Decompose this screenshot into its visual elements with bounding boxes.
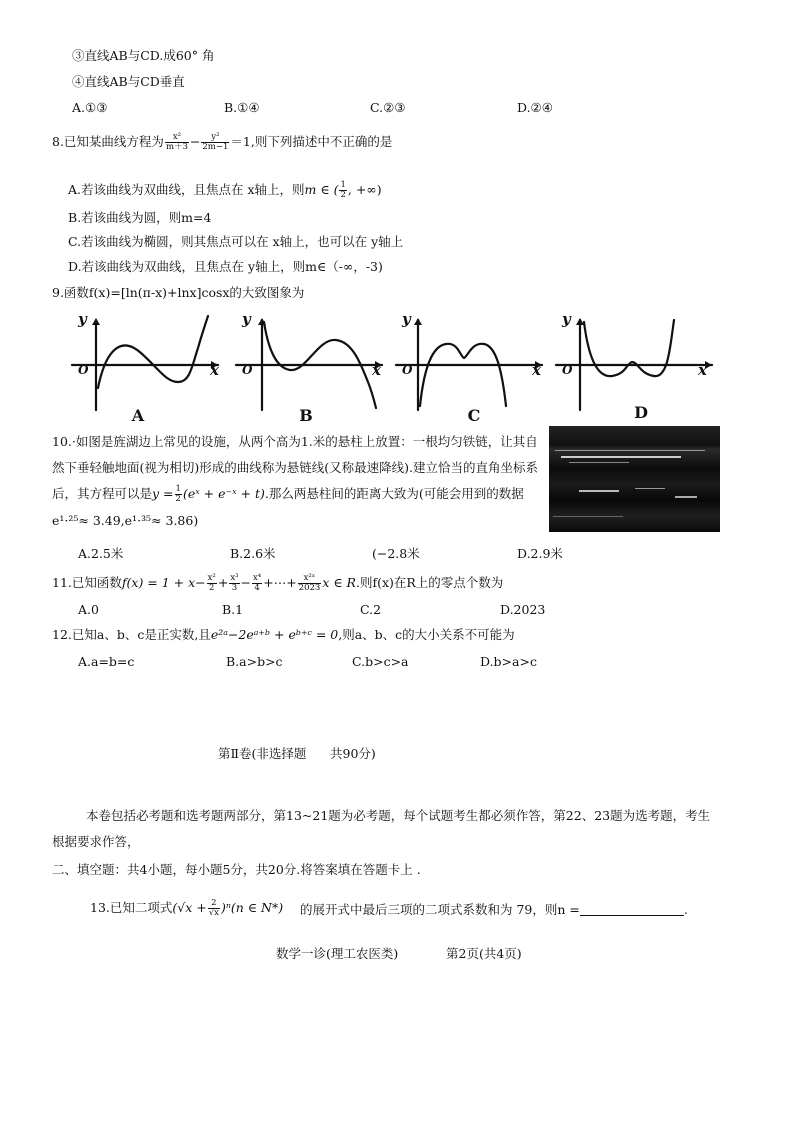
graph-c-curve xyxy=(420,344,506,406)
q10-option-a: A.2.5米 xyxy=(78,546,124,561)
q8-minus: − xyxy=(189,134,201,149)
q13-stem xyxy=(90,898,283,918)
q11-frac-1-num: x² xyxy=(207,573,216,583)
q10-line-4: e¹·²⁵≈ 3.49,e¹·³⁵≈ 3.86) xyxy=(52,513,199,528)
q8-suffix: ＝1,则下列描述中不正确的是 xyxy=(230,134,393,149)
q11-math-b: x ∈ R. xyxy=(322,575,360,590)
graph-b-label: B xyxy=(299,406,313,425)
q11-frac-4-num: x²ˣ xyxy=(298,574,322,584)
graph-a-x-label: x xyxy=(210,361,219,379)
q11-option-c: C.2 xyxy=(360,602,382,617)
q8-frac-1-num: x² xyxy=(165,133,189,143)
q10-line-2: 然下垂轻触地面(视为相切)形成的曲线称为悬链线(又称最速降线).建立恰当的直角坐标系 xyxy=(52,460,538,475)
q11-frac-3-den: 4 xyxy=(254,583,260,593)
q11-minus: − xyxy=(240,575,252,590)
q8-option-a-frac-den: 2 xyxy=(340,190,346,200)
q8-option-a xyxy=(68,180,382,200)
q13-frac-den: √x xyxy=(208,908,219,918)
section-points: 共90分) xyxy=(330,746,376,761)
q13-math-b: )ⁿ xyxy=(220,900,231,915)
q12-option-d: D.b>a>c xyxy=(480,654,537,669)
q8-frac-1 xyxy=(165,133,189,152)
q12-prefix: 12.已知a、b、c是正实数,且 xyxy=(52,627,211,642)
q10-line-3-math-a: y = xyxy=(152,486,174,501)
q11-frac-3 xyxy=(252,574,262,593)
q13-suffix-wrap xyxy=(300,900,688,918)
graph-b-x-label: x xyxy=(372,361,381,379)
photo-highlight xyxy=(561,456,681,458)
graph-a-y-arrow xyxy=(92,318,100,325)
q8-option-a-tail: , +∞) xyxy=(347,182,382,197)
q12-math: e²ᵃ−2eᵃ⁺ᵇ + eᵇ⁺ᶜ = 0 xyxy=(210,627,339,642)
answer-blank[interactable] xyxy=(580,915,684,916)
q11-frac-3-num: x⁴ xyxy=(253,573,262,583)
section-title: 第Ⅱ卷(非选择题 xyxy=(218,746,307,761)
q11-plus: + xyxy=(217,575,229,590)
footer-subject: 数学一诊(理工农医类) xyxy=(276,946,399,961)
graph-a-origin: O xyxy=(78,363,89,377)
q7-option-c: C.②③ xyxy=(370,100,406,115)
chain-photo xyxy=(549,426,720,532)
q13-math-c: (n ∈ N*) xyxy=(230,900,284,915)
photo-highlight xyxy=(675,496,697,498)
q10-line-3-frac-num: 1 xyxy=(175,484,181,494)
q10-line-3-suffix: .那么两悬柱间的距离大致为(可能会用到的数据 xyxy=(264,486,524,501)
q13-math-a: (√x + xyxy=(172,900,207,915)
q12-option-b: B.a>b>c xyxy=(226,654,283,669)
q13-frac-num: 2 xyxy=(208,899,220,909)
q11-frac-2-den: 3 xyxy=(231,583,238,593)
graph-d-label: D xyxy=(634,403,648,422)
q8-option-a-frac-num: 1 xyxy=(340,180,346,190)
graph-d-y-label: y xyxy=(562,310,571,328)
photo-highlight xyxy=(555,450,705,451)
q12-suffix: ,则a、b、c的大小关系不可能为 xyxy=(338,627,515,642)
q11-option-b: B.1 xyxy=(222,602,244,617)
q9-graphs xyxy=(66,308,716,426)
q13-end: . xyxy=(683,902,688,917)
q12-option-a: A.a=b=c xyxy=(78,654,135,669)
q11-option-a: A.0 xyxy=(78,602,99,617)
graph-d-curve xyxy=(584,320,674,376)
graph-d-y-arrow xyxy=(576,318,584,325)
graph-a-y-label: y xyxy=(78,310,87,328)
graph-a-label: A xyxy=(131,406,145,425)
q11-dots: +⋯+ xyxy=(263,575,297,590)
photo-highlight xyxy=(579,490,619,492)
q7-option-b: B.①④ xyxy=(224,100,260,115)
q11-frac-2 xyxy=(229,574,239,593)
q11-math-a: f(x) = 1 + x− xyxy=(121,575,206,590)
graph-b-origin: O xyxy=(242,363,253,377)
q11-frac-4-den: 2023 xyxy=(298,583,321,593)
photo-highlight xyxy=(569,462,629,463)
q7-option-a: A.①③ xyxy=(72,100,108,115)
q13-suffix: 的展开式中最后三项的二项式系数和为 79，则n = xyxy=(300,902,580,917)
graph-a-curve xyxy=(98,316,208,388)
q8-option-a-text: A.若该曲线为双曲线，且焦点在 x轴上，则 xyxy=(68,182,305,197)
q8-frac-2 xyxy=(201,133,229,152)
q10-line-3-prefix: 后，其方程可以是 xyxy=(52,486,153,501)
q10-line-3-frac-den: 2 xyxy=(175,494,181,504)
q11-frac-1 xyxy=(207,574,217,593)
graph-c-origin: O xyxy=(402,363,413,377)
q10-line-3-frac xyxy=(175,485,182,504)
q8-frac-2-num: y² xyxy=(201,133,229,143)
q13-frac xyxy=(208,899,220,918)
q11-frac-1-den: 2 xyxy=(209,583,215,593)
graph-c-x-label: x xyxy=(532,361,541,379)
q10-line-3 xyxy=(52,484,524,504)
graph-d-origin: O xyxy=(562,363,573,377)
graph-c-label: C xyxy=(467,406,481,425)
q12-stem xyxy=(52,625,515,643)
q8-option-c: C.若该曲线为椭圆，则其焦点可以在 x轴上，也可以在 y轴上 xyxy=(68,234,404,249)
q12-option-c: C.b>c>a xyxy=(352,654,409,669)
q9-stem: 9.函数f(x)=[ln(π-x)+lnx]cosx的大致图象为 xyxy=(52,285,305,300)
q10-line-1: 10.·如图是旌湖边上常见的设施，从两个高为1.米的悬柱上放置：一根均匀铁链，让其自 xyxy=(52,434,538,449)
q7-statement-4: ④直线AB与CD垂直 xyxy=(72,74,185,89)
graph-d-x-label: x xyxy=(698,361,707,379)
q8-option-d: D.若该曲线为双曲线，且焦点在 y轴上，则m∈（-∞，-3) xyxy=(68,259,383,274)
q11-suffix: 则f(x)在R上的零点个数为 xyxy=(359,575,504,590)
q11-option-d: D.2023 xyxy=(500,602,546,617)
intro-line-1: 本卷包括必考题和选考题两部分，第13~21题为必考题，每个试题考生都必须作答，第22、23题为选考题，考生 xyxy=(86,808,711,823)
q8-frac-1-den: m＋3 xyxy=(165,142,188,152)
q8-option-b: B.若该曲线为圆，则m=4 xyxy=(68,210,212,225)
q8-stem xyxy=(52,132,392,152)
q13-prefix: 13.已知二项式 xyxy=(90,900,173,915)
q10-option-b: B.2.6米 xyxy=(230,546,276,561)
q7-statement-3: ③直线AB与CD.成60° 角 xyxy=(72,48,215,63)
q10-option-d: D.2.9米 xyxy=(517,546,563,561)
q7-option-d: D.②④ xyxy=(517,100,553,115)
graph-b-y-label: y xyxy=(242,310,251,328)
footer-page: 第2页(共4页) xyxy=(446,946,522,961)
part2-heading: 二、填空题：共4小题，每小题5分，共20分.将答案填在答题卡上 . xyxy=(52,862,421,877)
q8-option-a-frac xyxy=(339,181,346,200)
intro-line-2: 根据要求作答， xyxy=(52,834,140,849)
q10-option-c: (−2.8米 xyxy=(372,546,420,561)
q10-line-3-math-b: (eˣ + e⁻ˣ + t) xyxy=(182,486,265,501)
q8-prefix: 8.已知某曲线方程为 xyxy=(52,134,164,149)
q11-frac-4 xyxy=(298,574,322,593)
photo-highlight xyxy=(635,488,665,489)
q8-frac-2-den: 2m−1 xyxy=(202,142,229,152)
q11-stem xyxy=(52,573,503,593)
q11-prefix: 11.已知函数 xyxy=(52,575,122,590)
photo-highlight xyxy=(553,516,623,517)
graph-c-y-arrow xyxy=(414,318,422,325)
q11-frac-2-num: x³ xyxy=(230,573,239,583)
graph-c-y-label: y xyxy=(402,310,411,328)
q8-option-a-math: m ∈ ( xyxy=(304,182,339,197)
